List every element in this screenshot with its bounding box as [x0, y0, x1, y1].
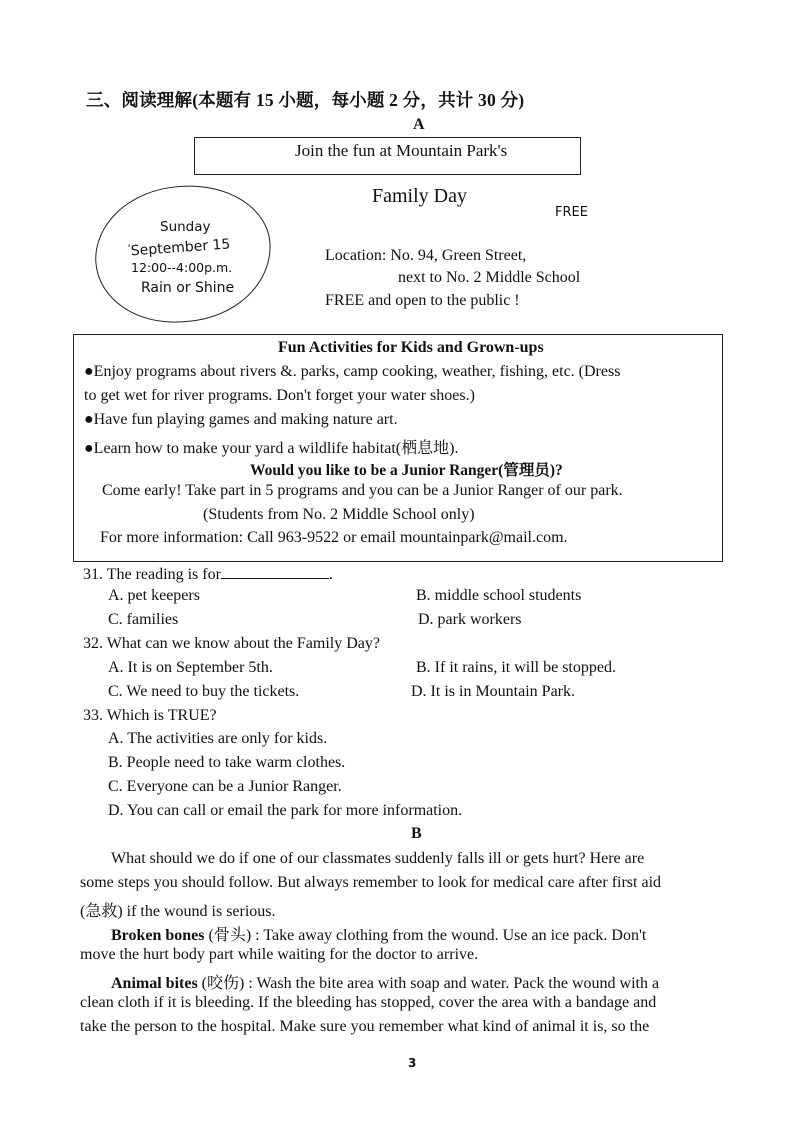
question-stem	[83, 564, 333, 584]
location-line: next to No. 2 Middle School	[398, 269, 581, 286]
question-stem: 33. Which is TRUE?	[83, 707, 217, 724]
answer-blank[interactable]	[221, 564, 329, 579]
contact-info: For more information: Call 963-9522 or email mountainpark@mail.com.	[100, 529, 568, 546]
paragraph-line: take the person to the hospital. Make sure you remember what kind of animal it is, so the	[80, 1018, 650, 1035]
activity-item: ●Enjoy programs about rivers &. parks, camp cooking, weather, fishing, etc. (Dress	[84, 363, 621, 380]
question-stem: 32. What can we know about the Family Day?	[83, 635, 380, 652]
term-animal-bites: Animal bites	[111, 975, 198, 992]
question-option: D. It is in Mountain Park.	[411, 683, 575, 700]
free-tag: FREE	[555, 205, 588, 220]
question-option: B. People need to take warm clothes.	[108, 754, 346, 771]
title-banner	[194, 137, 581, 175]
question-option: A. The activities are only for kids.	[108, 730, 328, 747]
question-option: D. You can call or email the park for more information.	[108, 802, 463, 819]
ranger-line: Come early! Take part in 5 programs and you can be a Junior Ranger of our park.	[102, 482, 623, 499]
activity-item-continued: to get wet for river programs. Don't forget your water shoes.)	[84, 387, 475, 404]
paragraph-line	[111, 922, 646, 945]
question-stem-text: 31. The reading is for	[83, 566, 221, 583]
activity-item: ●Have fun playing games and making nature art.	[84, 411, 398, 428]
ranger-line: (Students from No. 2 Middle School only)	[203, 506, 475, 523]
paragraph-line: What should we do if one of our classmates suddenly falls ill or gets hurt? Here are	[111, 850, 645, 867]
question-option: B. middle school students	[416, 587, 582, 604]
oval-weather: Rain or Shine	[141, 280, 235, 296]
oval-day: Sunday	[160, 219, 211, 235]
term-definition: (咬伤) : Wash the bite area with soap and water. Pack the wound with a	[197, 975, 660, 992]
oval-date: 'September 15	[127, 236, 231, 260]
paragraph-line	[111, 970, 659, 993]
oval-date-text: September 15	[130, 236, 231, 260]
paragraph-line: clean cloth if it is bleeding. If the bleeding has stopped, cover the area with a bandage and	[80, 994, 657, 1011]
question-option: C. We need to buy the tickets.	[108, 683, 300, 700]
activities-heading: Fun Activities for Kids and Grown-ups	[278, 339, 544, 356]
paragraph-line: some steps you should follow. But always remember to look for medical care after first aid	[80, 874, 662, 891]
paragraph-line: move the hurt body part while waiting for the doctor to arrive.	[80, 946, 479, 963]
passage-a-label: A	[413, 116, 425, 133]
section-heading: 三、阅读理解(本题有 15 小题，每小题 2 分，共计 30 分)	[86, 90, 525, 110]
term-broken-bones: Broken bones	[111, 927, 205, 944]
term-definition: (骨头) : Take away clothing from the wound. Use an ice pack. Don't	[204, 927, 647, 944]
passage-b-label: B	[411, 825, 422, 842]
question-option: C. families	[108, 611, 179, 628]
question-option: D. park workers	[418, 611, 522, 628]
activity-item: ●Learn how to make your yard a wildlife habitat(栖息地).	[84, 440, 459, 457]
question-option: C. Everyone can be a Junior Ranger.	[108, 778, 342, 795]
page-number: 3	[408, 1056, 417, 1070]
location-line: Location: No. 94, Green Street,	[325, 247, 527, 264]
question-option: A. pet keepers	[108, 587, 200, 604]
question-option: B. If it rains, it will be stopped.	[416, 659, 616, 676]
event-title: Family Day	[372, 185, 467, 207]
paragraph-line: (急救) if the wound is serious.	[80, 903, 276, 920]
question-stem-suffix: .	[328, 566, 333, 583]
question-option: A. It is on September 5th.	[108, 659, 273, 676]
location-line: FREE and open to the public !	[325, 292, 520, 309]
oval-time: 12:00--4:00p.m.	[131, 260, 233, 275]
banner-text: Join the fun at Mountain Park's	[295, 141, 508, 160]
ranger-heading: Would you like to be a Junior Ranger(管理员)?	[250, 462, 563, 479]
